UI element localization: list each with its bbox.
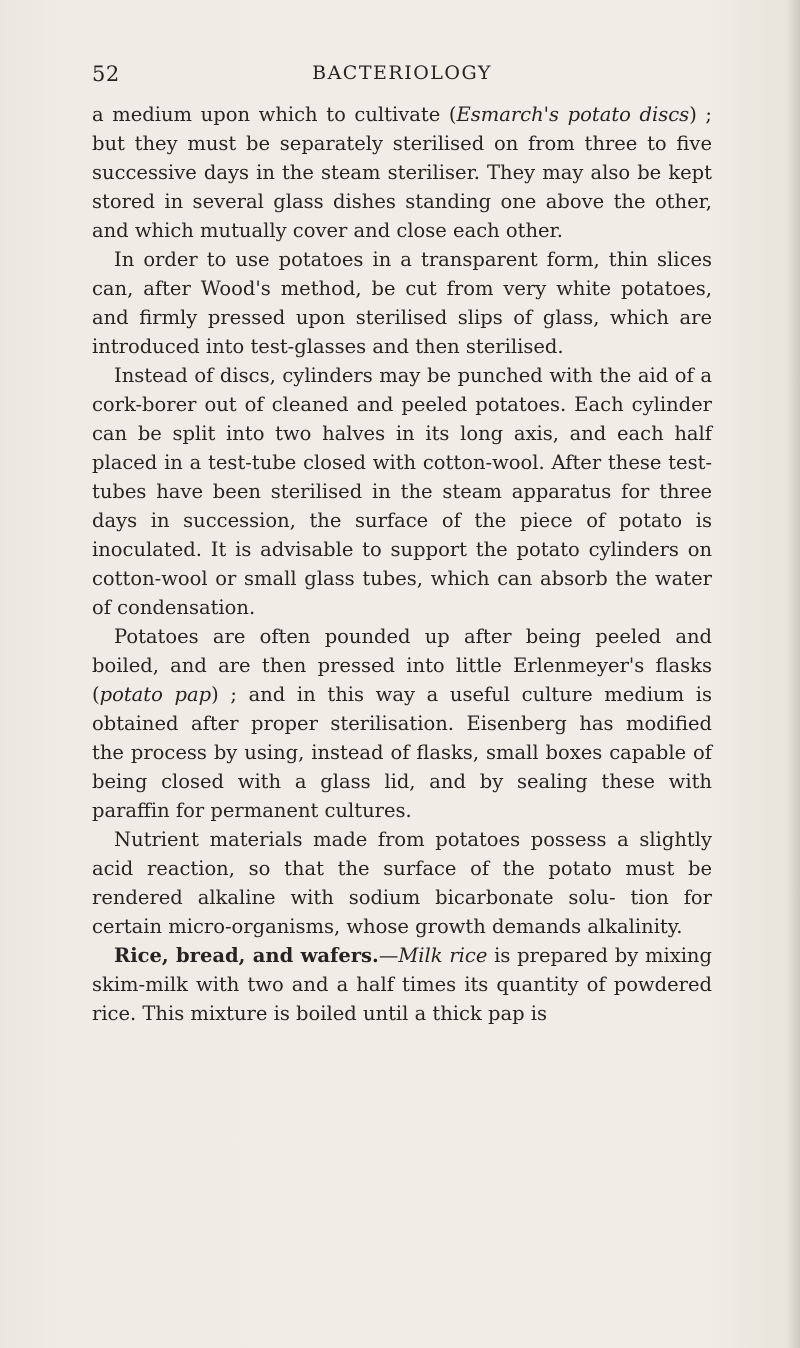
paragraph-esmarch-discs: a medium upon which to cultivate (Esmarch's potato discs) ; but they must be separately sterilised on from three to five successive days in the steam steriliser. They may also be kept stored in several glass dishes standing one above the other, and which mutually cover and close each other.: [92, 103, 712, 242]
page-number: 52: [92, 62, 120, 86]
paragraph-cylinders: Instead of discs, cylinders may be punched with the aid of a cork-borer out of cleaned and peeled potatoes. Each cylinder can be split into two halves in its long axis, and each half placed in a test-tube closed with cotton-wool. After these test-tubes have been sterilised in the steam apparatus for three days in succession, the surface of the piece of potato is inoculated. It is advisable to support the potato cylinders on cotton-wool or small glass tubes, which can absorb the water of condensation.: [92, 364, 712, 619]
section-heading-rice-bread-wafers: Rice, bread, and wafers.: [114, 944, 379, 967]
page-edge-shadow: [786, 0, 800, 1348]
paragraph-potato-pap: Potatoes are often pounded up after being peeled and boiled, and are then pressed into little Erlenmeyer's flasks (potato pap) ; and in this way a useful culture medium is obtained after proper sterilisation. Eisenberg has modified the process by using, instead of flasks, small boxes capable of being closed with a glass lid, and by sealing these with paraffin for permanent cultures.: [92, 625, 712, 822]
italic-term-esmarch-potato-discs: Esmarch's potato discs: [456, 103, 690, 126]
italic-term-milk-rice: Milk rice: [398, 944, 488, 967]
italic-term-potato-pap: potato pap: [99, 683, 212, 706]
running-head: BACTERIOLOGY: [312, 62, 492, 84]
paragraph-nutrient-materials: Nutrient materials made from potatoes possess a slightly acid reaction, so that the surface of the potato must be rendered alkaline with sodium bicarbonate solu- tion for certain micro-organisms, whose growth demands alkalinity.: [92, 828, 712, 938]
body-text: [92, 100, 712, 1028]
page-header: [92, 62, 712, 96]
paragraph-transparent-form: In order to use potatoes in a transparent form, thin slices can, after Wood's method, be cut from very white potatoes, and firmly pressed upon sterilised slips of glass, which are introduced into test-glasses and then sterilised.: [92, 248, 712, 358]
paragraph-rice-bread-wafers: Rice, bread, and wafers.—Milk rice is prepared by mixing skim-milk with two and a half times its quantity of powdered rice. This mixture is boiled until a thick pap is: [92, 944, 712, 1025]
